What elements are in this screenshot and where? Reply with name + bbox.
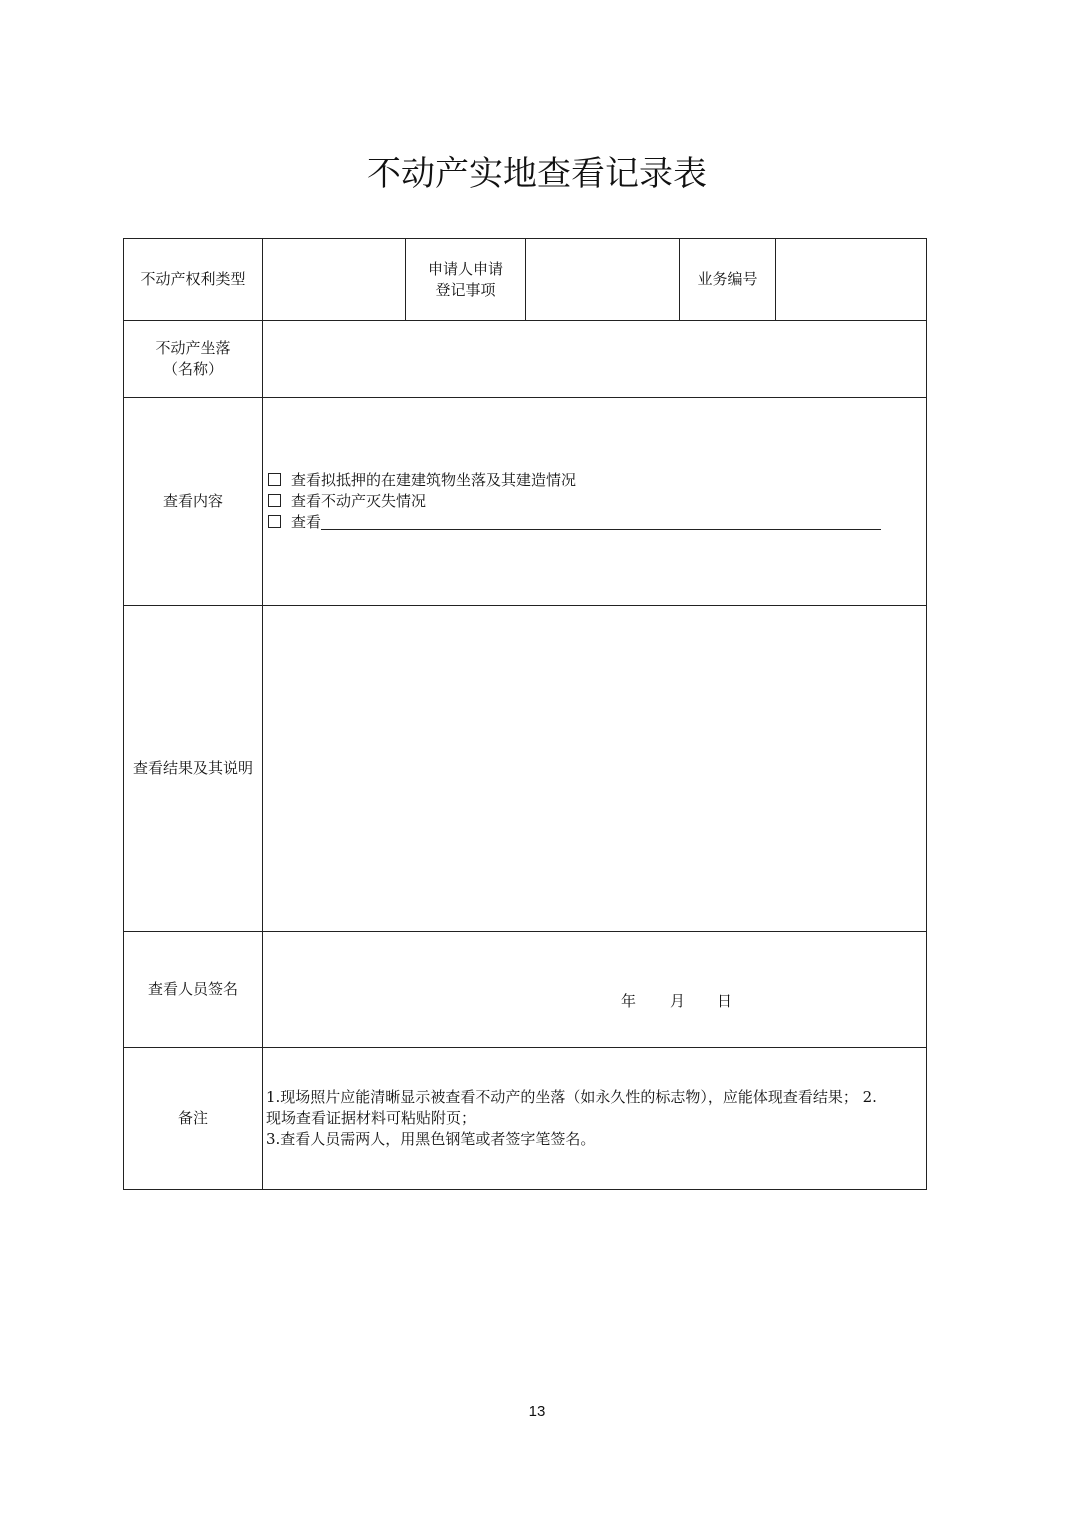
remarks-line1: 1.现场照片应能清晰显示被查看不动产的坐落（如永久性的标志物），应能体现查看结果； 2. [266, 1088, 877, 1106]
business-number-label: 业务编号 [680, 239, 776, 321]
location-label [124, 321, 263, 398]
remarks-cell [263, 1048, 927, 1190]
form-row-basic-info [124, 239, 927, 321]
option-other-label: 查看 [291, 513, 322, 531]
result-field[interactable] [263, 606, 927, 932]
signature-field[interactable] [263, 932, 927, 1048]
inspection-content-cell [263, 398, 927, 606]
remarks-label: 备注 [124, 1048, 263, 1190]
form-row-location [124, 321, 927, 398]
location-label-line2: （名称） [162, 360, 223, 378]
location-field[interactable] [263, 321, 927, 398]
result-label: 查看结果及其说明 [124, 606, 263, 932]
option-property-destroyed-label: 查看不动产灭失情况 [291, 492, 427, 510]
checkbox-other[interactable] [268, 515, 281, 528]
date-month: 月 [670, 992, 686, 1010]
form-row-remarks [124, 1048, 927, 1190]
page-number: 13 [528, 1403, 546, 1420]
right-type-label: 不动产权利类型 [124, 239, 263, 321]
date-year: 年 [621, 992, 637, 1010]
page-title: 不动产实地查看记录表 [367, 154, 707, 194]
signature-label: 查看人员签名 [124, 932, 263, 1048]
form-row-signature [124, 932, 927, 1048]
right-type-field[interactable] [263, 239, 406, 321]
date-day: 日 [717, 992, 733, 1010]
inspection-record-form [123, 238, 927, 1190]
form-row-result [124, 606, 927, 932]
option-other[interactable] [268, 512, 926, 533]
application-item-field[interactable] [526, 239, 680, 321]
business-number-field[interactable] [776, 239, 927, 321]
inspection-content-label: 查看内容 [124, 398, 263, 606]
application-item-label-line1: 申请人申请 [427, 259, 503, 278]
checkbox-under-construction[interactable] [268, 473, 281, 486]
form-row-inspection-content [124, 398, 927, 606]
signature-date [621, 990, 732, 1011]
option-property-destroyed[interactable] [268, 491, 926, 512]
checkbox-property-destroyed[interactable] [268, 494, 281, 507]
remarks-text [263, 1087, 926, 1150]
location-label-line1: 不动产坐落 [155, 339, 231, 357]
option-under-construction[interactable] [268, 470, 926, 491]
other-fill-blank[interactable] [321, 514, 881, 530]
option-under-construction-label: 查看拟抵押的在建建筑物坐落及其建造情况 [291, 471, 577, 489]
inspection-options [263, 470, 926, 533]
application-item-label [406, 239, 526, 321]
application-item-label-line2: 登记事项 [435, 280, 496, 299]
remarks-line2: 现场查看证据材料可粘贴附页； [266, 1109, 477, 1127]
remarks-line3: 3.查看人员需两人，用黑色钢笔或者签字笔签名。 [266, 1130, 596, 1148]
